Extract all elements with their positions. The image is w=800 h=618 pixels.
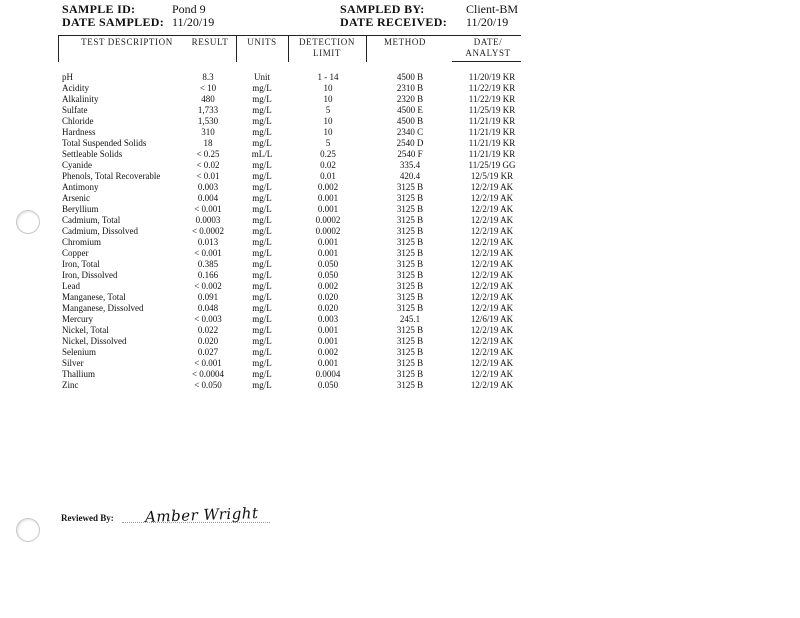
- result-cell: 0.020: [197, 336, 219, 346]
- reviewed-by-label: Reviewed By:: [61, 513, 114, 523]
- col-date-line2: ANALYST: [465, 48, 511, 58]
- test-description-cell: Cadmium, Total: [62, 215, 121, 225]
- table-row: [0, 303, 800, 314]
- test-description-cell: Mercury: [62, 314, 93, 324]
- date-analyst-cell: 12/2/19 AK: [470, 226, 514, 236]
- table-row: [0, 94, 800, 105]
- sampled-by-label: SAMPLED BY:: [340, 2, 425, 16]
- units-cell: mg/L: [252, 347, 272, 357]
- test-description-cell: Antimony: [62, 182, 99, 192]
- col-units: UNITS: [247, 37, 277, 47]
- method-cell: 3125 B: [396, 380, 424, 390]
- result-cell: 480: [201, 94, 215, 104]
- table-row: [0, 369, 800, 380]
- result-cell: 0.385: [197, 259, 219, 269]
- date-analyst-cell: 12/2/19 AK: [470, 270, 514, 280]
- date-analyst-cell: 12/2/19 AK: [470, 325, 514, 335]
- method-cell: 245.1: [399, 314, 421, 324]
- date-analyst-cell: 11/21/19 KR: [468, 127, 516, 137]
- method-cell: 3125 B: [396, 325, 424, 335]
- date-analyst-cell: 12/2/19 AK: [470, 182, 514, 192]
- test-description-cell: Hardness: [62, 127, 96, 137]
- date-analyst-cell: 12/2/19 AK: [470, 358, 514, 368]
- detection-limit-cell: 5: [325, 138, 331, 148]
- table-top-rule: [58, 35, 521, 36]
- units-cell: mg/L: [252, 215, 272, 225]
- sample-id-label: SAMPLE ID:: [62, 2, 136, 16]
- test-description-cell: Total Suspended Solids: [62, 138, 147, 148]
- method-cell: 3125 B: [396, 204, 424, 214]
- units-cell: mg/L: [252, 226, 272, 236]
- test-description-cell: Sulfate: [62, 105, 88, 115]
- units-cell: mg/L: [252, 138, 272, 148]
- table-row: [0, 336, 800, 347]
- table-row: [0, 380, 800, 391]
- detection-limit-cell: 0.020: [317, 292, 339, 302]
- method-cell: 3125 B: [396, 369, 424, 379]
- method-cell: 2540 F: [397, 149, 423, 159]
- table-row: [0, 292, 800, 303]
- detection-limit-cell: 5: [325, 105, 331, 115]
- units-cell: mg/L: [252, 105, 272, 115]
- result-cell: 0.003: [197, 182, 219, 192]
- hole-punch: [16, 518, 40, 542]
- method-cell: 3125 B: [396, 237, 424, 247]
- test-description-cell: Manganese, Dissolved: [62, 303, 144, 313]
- result-cell: < 0.01: [196, 171, 220, 181]
- date-analyst-cell: 12/2/19 AK: [470, 215, 514, 225]
- detection-limit-cell: 0.001: [317, 358, 339, 368]
- date-analyst-cell: 12/2/19 AK: [470, 193, 514, 203]
- test-description-cell: Alkalinity: [62, 94, 99, 104]
- col-divider: [366, 36, 367, 62]
- test-description-cell: Beryllium: [62, 204, 99, 214]
- col-divider: [288, 36, 289, 62]
- hole-punch: [16, 210, 40, 234]
- reviewer-signature: Amber Wright: [144, 504, 259, 526]
- result-cell: 0.048: [197, 303, 219, 313]
- result-cell: < 0.0004: [191, 369, 225, 379]
- units-cell: mg/L: [252, 358, 272, 368]
- units-cell: mg/L: [252, 325, 272, 335]
- sample-id-value: Pond 9: [172, 2, 206, 16]
- method-cell: 3125 B: [396, 215, 424, 225]
- date-received-label: DATE RECEIVED:: [340, 15, 447, 29]
- detection-limit-cell: 0.020: [317, 303, 339, 313]
- table-row: [0, 237, 800, 248]
- detection-limit-cell: 0.001: [317, 237, 339, 247]
- result-cell: 0.0003: [195, 215, 221, 225]
- units-cell: mg/L: [252, 182, 272, 192]
- test-description-cell: Selenium: [62, 347, 96, 357]
- detection-limit-cell: 0.003: [317, 314, 339, 324]
- detection-limit-cell: 1 - 14: [317, 72, 339, 82]
- detection-limit-cell: 0.050: [317, 270, 339, 280]
- table-row: [0, 204, 800, 215]
- method-cell: 2310 B: [396, 83, 424, 93]
- col-detection-line2: LIMIT: [313, 48, 341, 58]
- table-row: [0, 171, 800, 182]
- units-cell: mg/L: [252, 248, 272, 258]
- table-row: [0, 358, 800, 369]
- test-description-cell: Settleable Solids: [62, 149, 123, 159]
- detection-limit-cell: 0.001: [317, 336, 339, 346]
- table-row: [0, 127, 800, 138]
- date-analyst-cell: 12/2/19 AK: [470, 292, 514, 302]
- table-row: [0, 138, 800, 149]
- date-analyst-cell: 12/2/19 AK: [470, 281, 514, 291]
- units-cell: mg/L: [252, 270, 272, 280]
- result-cell: 0.091: [197, 292, 219, 302]
- result-cell: < 0.25: [196, 149, 220, 159]
- detection-limit-cell: 0.0002: [315, 215, 341, 225]
- date-analyst-cell: 12/2/19 AK: [470, 248, 514, 258]
- detection-limit-cell: 10: [323, 127, 333, 137]
- col-divider: [58, 36, 59, 62]
- result-cell: 1,530: [197, 116, 219, 126]
- table-row: [0, 226, 800, 237]
- units-cell: mg/L: [252, 303, 272, 313]
- date-analyst-cell: 11/25/19 GG: [468, 160, 516, 170]
- units-cell: mg/L: [252, 281, 272, 291]
- date-analyst-cell: 11/22/19 KR: [468, 94, 516, 104]
- table-row: [0, 193, 800, 204]
- test-description-cell: Manganese, Total: [62, 292, 126, 302]
- detection-limit-cell: 10: [323, 94, 333, 104]
- method-cell: 2340 C: [396, 127, 424, 137]
- date-analyst-cell: 12/2/19 AK: [470, 347, 514, 357]
- result-cell: 310: [201, 127, 215, 137]
- units-cell: mg/L: [252, 160, 272, 170]
- result-cell: < 0.001: [194, 358, 222, 368]
- detection-limit-cell: 0.001: [317, 204, 339, 214]
- method-cell: 3125 B: [396, 358, 424, 368]
- analyst-underline: [452, 61, 521, 62]
- detection-limit-cell: 0.050: [317, 380, 339, 390]
- col-method: METHOD: [383, 37, 427, 47]
- units-cell: mg/L: [252, 336, 272, 346]
- test-description-cell: Cadmium, Dissolved: [62, 226, 138, 236]
- test-description-cell: Nickel, Total: [62, 325, 109, 335]
- method-cell: 4500 B: [396, 116, 424, 126]
- detection-limit-cell: 0.002: [317, 281, 339, 291]
- detection-limit-cell: 0.001: [317, 248, 339, 258]
- units-cell: mg/L: [252, 237, 272, 247]
- test-description-cell: Arsenic: [62, 193, 90, 203]
- table-row: [0, 215, 800, 226]
- date-received-value: 11/20/19: [466, 15, 509, 29]
- result-cell: < 0.0002: [191, 226, 225, 236]
- units-cell: mg/L: [252, 259, 272, 269]
- result-cell: < 0.001: [194, 204, 222, 214]
- result-cell: 8.3: [202, 72, 214, 82]
- result-cell: 1,733: [197, 105, 219, 115]
- detection-limit-cell: 0.050: [317, 259, 339, 269]
- table-row: [0, 83, 800, 94]
- date-analyst-cell: 12/2/19 AK: [470, 380, 514, 390]
- date-analyst-cell: 11/22/19 KR: [468, 83, 516, 93]
- date-analyst-cell: 12/2/19 AK: [470, 369, 514, 379]
- test-description-cell: Iron, Total: [62, 259, 100, 269]
- method-cell: 3125 B: [396, 259, 424, 269]
- units-cell: mg/L: [252, 369, 272, 379]
- detection-limit-cell: 0.002: [317, 347, 339, 357]
- date-analyst-cell: 11/20/19 KR: [468, 72, 516, 82]
- date-analyst-cell: 11/21/19 KR: [468, 149, 516, 159]
- detection-limit-cell: 0.01: [320, 171, 336, 181]
- detection-limit-cell: 0.0004: [315, 369, 341, 379]
- col-date-analyst: [456, 37, 520, 59]
- col-detection-limit: [292, 37, 362, 59]
- test-description-cell: Lead: [62, 281, 80, 291]
- table-row: [0, 314, 800, 325]
- detection-limit-cell: 0.02: [320, 160, 336, 170]
- units-cell: mg/L: [252, 116, 272, 126]
- table-row: [0, 149, 800, 160]
- method-cell: 2540 D: [396, 138, 424, 148]
- table-row: [0, 347, 800, 358]
- method-cell: 2320 B: [396, 94, 424, 104]
- units-cell: mg/L: [252, 204, 272, 214]
- units-cell: Unit: [253, 72, 270, 82]
- units-cell: mg/L: [252, 83, 272, 93]
- date-sampled-label: DATE SAMPLED:: [62, 15, 165, 29]
- detection-limit-cell: 10: [323, 83, 333, 93]
- date-analyst-cell: 11/25/19 KR: [468, 105, 516, 115]
- col-date-line1: DATE/: [473, 37, 503, 47]
- result-cell: 0.022: [197, 325, 219, 335]
- table-row: [0, 281, 800, 292]
- detection-limit-cell: 0.25: [320, 149, 336, 159]
- detection-limit-cell: 0.0002: [315, 226, 341, 236]
- test-description-cell: pH: [62, 72, 73, 82]
- result-cell: 0.166: [197, 270, 219, 280]
- table-row: [0, 72, 800, 83]
- test-description-cell: Iron, Dissolved: [62, 270, 118, 280]
- date-analyst-cell: 12/5/19 KR: [470, 171, 514, 181]
- col-test-description: TEST DESCRIPTION: [81, 37, 173, 47]
- test-description-cell: Copper: [62, 248, 89, 258]
- result-cell: 0.004: [197, 193, 219, 203]
- method-cell: 3125 B: [396, 226, 424, 236]
- date-analyst-cell: 12/6/19 AK: [470, 314, 514, 324]
- test-description-cell: Nickel, Dissolved: [62, 336, 127, 346]
- test-description-cell: Zinc: [62, 380, 79, 390]
- test-description-cell: Silver: [62, 358, 84, 368]
- col-divider: [236, 36, 237, 62]
- date-analyst-cell: 11/21/19 KR: [468, 116, 516, 126]
- result-cell: < 0.02: [196, 160, 220, 170]
- method-cell: 3125 B: [396, 248, 424, 258]
- table-row: [0, 182, 800, 193]
- method-cell: 3125 B: [396, 303, 424, 313]
- units-cell: mg/L: [252, 127, 272, 137]
- col-detection-line1: DETECTION: [299, 37, 355, 47]
- detection-limit-cell: 0.002: [317, 182, 339, 192]
- test-description-cell: Thallium: [62, 369, 95, 379]
- result-cell: 18: [203, 138, 213, 148]
- test-description-cell: Chromium: [62, 237, 102, 247]
- method-cell: 3125 B: [396, 347, 424, 357]
- date-analyst-cell: 11/21/19 KR: [468, 138, 516, 148]
- date-sampled-value: 11/20/19: [172, 15, 215, 29]
- method-cell: 4500 E: [397, 105, 423, 115]
- result-cell: 0.027: [197, 347, 219, 357]
- date-analyst-cell: 12/2/19 AK: [470, 237, 514, 247]
- col-result: RESULT: [191, 37, 229, 47]
- method-cell: 3125 B: [396, 281, 424, 291]
- table-row: [0, 259, 800, 270]
- date-analyst-cell: 12/2/19 AK: [470, 303, 514, 313]
- result-cell: < 0.002: [194, 281, 222, 291]
- test-description-cell: Phenols, Total Recoverable: [62, 171, 161, 181]
- test-description-cell: Cyanide: [62, 160, 92, 170]
- date-analyst-cell: 12/2/19 AK: [470, 259, 514, 269]
- detection-limit-cell: 0.001: [317, 193, 339, 203]
- table-row: [0, 270, 800, 281]
- units-cell: mg/L: [252, 314, 272, 324]
- method-cell: 420.4: [399, 171, 421, 181]
- table-row: [0, 116, 800, 127]
- units-cell: mg/L: [252, 292, 272, 302]
- date-analyst-cell: 12/2/19 AK: [470, 204, 514, 214]
- units-cell: mL/L: [251, 149, 273, 159]
- table-row: [0, 248, 800, 259]
- result-cell: < 0.003: [194, 314, 222, 324]
- units-cell: mg/L: [252, 380, 272, 390]
- result-cell: < 10: [199, 83, 217, 93]
- test-description-cell: Chloride: [62, 116, 94, 126]
- detection-limit-cell: 10: [323, 116, 333, 126]
- units-cell: mg/L: [252, 94, 272, 104]
- method-cell: 3125 B: [396, 336, 424, 346]
- detection-limit-cell: 0.001: [317, 325, 339, 335]
- table-row: [0, 325, 800, 336]
- method-cell: 4500 B: [396, 72, 424, 82]
- result-cell: < 0.050: [194, 380, 222, 390]
- method-cell: 3125 B: [396, 270, 424, 280]
- date-analyst-cell: 12/2/19 AK: [470, 336, 514, 346]
- test-description-cell: Acidity: [62, 83, 89, 93]
- units-cell: mg/L: [252, 171, 272, 181]
- result-cell: < 0.001: [194, 248, 222, 258]
- table-row: [0, 105, 800, 116]
- method-cell: 335.4: [399, 160, 421, 170]
- sampled-by-value: Client-BM: [466, 2, 519, 16]
- method-cell: 3125 B: [396, 182, 424, 192]
- method-cell: 3125 B: [396, 292, 424, 302]
- table-row: [0, 160, 800, 171]
- units-cell: mg/L: [252, 193, 272, 203]
- method-cell: 3125 B: [396, 193, 424, 203]
- result-cell: 0.013: [197, 237, 219, 247]
